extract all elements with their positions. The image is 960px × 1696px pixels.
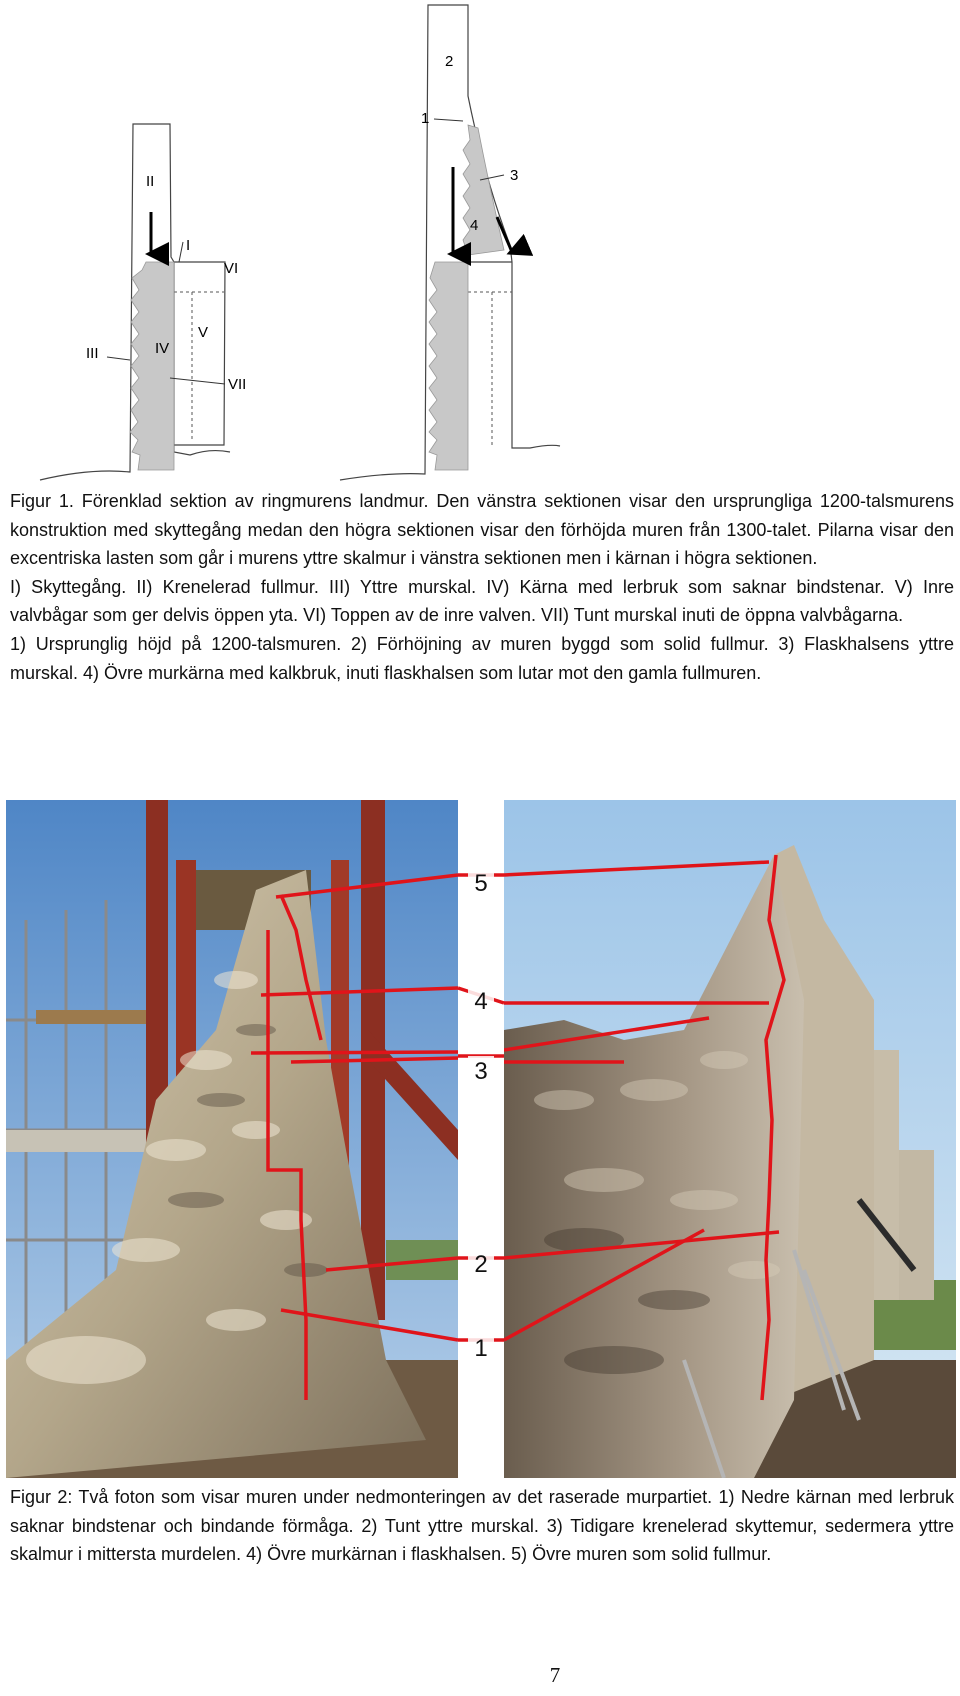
left-core-shape (130, 262, 174, 470)
figure2-marker-overlay (0, 800, 960, 1478)
marker-1: 1 (474, 1335, 488, 1362)
page-number: 7 (549, 1663, 561, 1687)
right-upper-core-shape (463, 125, 504, 255)
marker-4: 4 (474, 988, 488, 1015)
figure1-caption (10, 487, 954, 687)
label-I: I (186, 237, 191, 254)
label-II: II (146, 173, 155, 190)
label-VI: VI (224, 260, 239, 277)
figure1-section-drawing (30, 0, 570, 485)
label-4: 4 (470, 217, 479, 234)
label-VII: VII (228, 376, 247, 393)
figure2-caption-text: Figur 2: Två foton som visar muren under nedmonteringen av det raserade murpartiet. 1) Nedre kärnan med lerbruk saknar bindstenar och bindande förmåga. 2) Tunt yttre murskal. 3) Tidigare krenelerad skyttemur, sedermera yttre skalmur i mittersta murdelen. 4) Övre murkärnan i flaskhalsen. 5) Övre muren som solid fullmur. (10, 1487, 954, 1565)
label-1: 1 (421, 110, 430, 127)
left-section (40, 124, 246, 480)
label-2: 2 (445, 53, 454, 70)
figure1-caption-numeric-legend: 1) Ursprunglig höjd på 1200-talsmuren. 2) Förhöjning av muren byggd som solid fullmur. 3) Flaskhalsens yttre murskal. 4) Övre murkärna med kalkbruk, inuti flaskhalsen som lutar mot den gamla fullmuren. (10, 633, 954, 683)
marker-5: 5 (474, 870, 488, 897)
label-IV: IV (155, 340, 170, 357)
figure1-caption-roman-legend: I) Skyttegång. II) Krenelerad fullmur. III) Yttre murskal. IV) Kärna med lerbruk som saknar bindstenar. V) Inre valvbågar som ger delvis öppen yta. VI) Toppen av de inre valven. VII) Tunt murskal inuti de öppna valvbågarna. (10, 576, 954, 626)
label-III: III (86, 345, 99, 362)
figure1-caption-intro: Figur 1. Förenklad sektion av ringmurens landmur. Den vänstra sektionen visar den ursprungliga 1200-talsmurens konstruktion med skyttegång medan den högra sektionen visar den förhöjda muren från 1300-talet. Pilarna visar den excentriska lasten som går i murens yttre skalmur i vänstra sektionen men i kärnan i högra sektionen. (10, 491, 954, 569)
marker-2: 2 (474, 1251, 488, 1278)
label-3: 3 (510, 167, 519, 184)
right-section (340, 5, 560, 480)
figure2-caption (10, 1483, 954, 1569)
label-V: V (198, 324, 209, 341)
right-core-shape (429, 262, 468, 470)
marker-3: 3 (474, 1058, 488, 1085)
